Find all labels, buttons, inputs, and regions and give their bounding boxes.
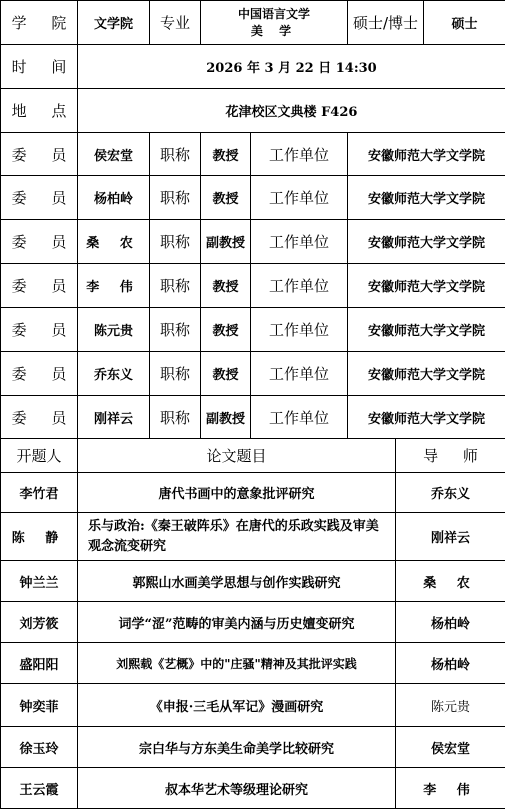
committee-row — [1, 352, 505, 396]
committee-row — [1, 133, 505, 176]
committee-name: 桑 农 — [78, 220, 150, 264]
thesis-row — [1, 473, 505, 513]
thesis-advisor: 乔东义 — [396, 473, 505, 513]
committee-unit: 安徽师范大学文学院 — [348, 220, 505, 264]
committee-row — [1, 396, 505, 439]
committee-title-label: 职称 — [150, 352, 201, 396]
committee-title: 副教授 — [201, 396, 251, 439]
committee-unit: 安徽师范大学文学院 — [348, 396, 505, 439]
place-row — [1, 89, 505, 133]
degree-label: 硕士/博士 — [348, 1, 424, 45]
committee-name: 陈元贵 — [78, 308, 150, 352]
committee-role: 委 员 — [1, 220, 78, 264]
thesis-topic: 乐与政治:《秦王破阵乐》在唐代的乐政实践及审美观念流变研究 — [78, 513, 396, 561]
thesis-advisor: 侯宏堂 — [396, 727, 505, 768]
committee-title-label: 职称 — [150, 396, 201, 439]
college-value: 文学院 — [78, 1, 150, 45]
thesis-topic: 刘熙载《艺概》中的"庄骚"精神及其批评实践 — [78, 643, 396, 684]
thesis-advisor: 桑 农 — [396, 561, 505, 602]
thesis-presenter: 刘芳筱 — [1, 602, 78, 643]
committee-role: 委 员 — [1, 308, 78, 352]
thesis-advisor: 刚祥云 — [396, 513, 505, 561]
thesis-row — [1, 643, 505, 684]
committee-role: 委 员 — [1, 264, 78, 308]
committee-work-label: 工作单位 — [251, 220, 348, 264]
committee-work-label: 工作单位 — [251, 352, 348, 396]
thesis-row — [1, 561, 505, 602]
thesis-advisor: 杨柏岭 — [396, 643, 505, 684]
committee-work-label: 工作单位 — [251, 176, 348, 220]
major-value-line2: 美 学 — [201, 23, 347, 40]
major-value — [201, 1, 348, 45]
thesis-presenter: 王云霞 — [1, 768, 78, 809]
thesis-presenter: 盛阳阳 — [1, 643, 78, 684]
thesis-row — [1, 727, 505, 768]
committee-title: 教授 — [201, 176, 251, 220]
committee-work-label: 工作单位 — [251, 264, 348, 308]
place-label: 地 点 — [1, 89, 78, 133]
committee-title-label: 职称 — [150, 176, 201, 220]
committee-title: 副教授 — [201, 220, 251, 264]
committee-role: 委 员 — [1, 176, 78, 220]
thesis-row — [1, 768, 505, 809]
thesis-row — [1, 602, 505, 643]
thesis-presenter: 钟兰兰 — [1, 561, 78, 602]
committee-title: 教授 — [201, 133, 251, 176]
committee-title-label: 职称 — [150, 133, 201, 176]
committee-title: 教授 — [201, 264, 251, 308]
thesis-row — [1, 513, 505, 561]
topic-header: 论文题目 — [78, 439, 396, 473]
committee-name: 李 伟 — [78, 264, 150, 308]
thesis-row — [1, 684, 505, 727]
place-value: 花津校区文典楼 F426 — [78, 89, 505, 133]
committee-role: 委 员 — [1, 396, 78, 439]
time-row — [1, 45, 505, 89]
committee-unit: 安徽师范大学文学院 — [348, 264, 505, 308]
committee-work-label: 工作单位 — [251, 133, 348, 176]
thesis-header-row — [1, 439, 505, 473]
committee-title-label: 职称 — [150, 264, 201, 308]
thesis-presenter: 钟奕菲 — [1, 684, 78, 727]
presenter-header: 开题人 — [1, 439, 78, 473]
committee-row — [1, 220, 505, 264]
committee-role: 委 员 — [1, 352, 78, 396]
thesis-presenter: 李竹君 — [1, 473, 78, 513]
committee-name: 乔东义 — [78, 352, 150, 396]
committee-work-label: 工作单位 — [251, 308, 348, 352]
major-value-line1: 中国语言文学 — [201, 6, 347, 23]
college-label: 学 院 — [1, 1, 78, 45]
committee-row — [1, 264, 505, 308]
thesis-advisor: 陈元贵 — [396, 684, 505, 727]
thesis-advisor: 杨柏岭 — [396, 602, 505, 643]
committee-title: 教授 — [201, 308, 251, 352]
committee-unit: 安徽师范大学文学院 — [348, 176, 505, 220]
major-label: 专业 — [150, 1, 201, 45]
thesis-presenter: 徐玉玲 — [1, 727, 78, 768]
committee-title: 教授 — [201, 352, 251, 396]
committee-name: 刚祥云 — [78, 396, 150, 439]
committee-role: 委 员 — [1, 133, 78, 176]
committee-unit: 安徽师范大学文学院 — [348, 352, 505, 396]
thesis-topic: 叔本华艺术等级理论研究 — [78, 768, 396, 809]
thesis-topic: 词学“涩”范畴的审美内涵与历史嬗变研究 — [78, 602, 396, 643]
time-value: 2026 年 3 月 22 日 14:30 — [78, 45, 505, 89]
committee-work-label: 工作单位 — [251, 396, 348, 439]
committee-unit: 安徽师范大学文学院 — [348, 133, 505, 176]
committee-title-label: 职称 — [150, 220, 201, 264]
thesis-topic: 《申报·三毛从军记》漫画研究 — [78, 684, 396, 727]
committee-unit: 安徽师范大学文学院 — [348, 308, 505, 352]
committee-row — [1, 176, 505, 220]
header-row — [1, 1, 505, 45]
thesis-topic: 唐代书画中的意象批评研究 — [78, 473, 396, 513]
time-label: 时 间 — [1, 45, 78, 89]
thesis-topic: 郭熙山水画美学思想与创作实践研究 — [78, 561, 396, 602]
degree-value: 硕士 — [424, 1, 505, 45]
committee-title-label: 职称 — [150, 308, 201, 352]
committee-row — [1, 308, 505, 352]
thesis-topic: 宗白华与方东美生命美学比较研究 — [78, 727, 396, 768]
committee-name: 杨柏岭 — [78, 176, 150, 220]
thesis-advisor: 李 伟 — [396, 768, 505, 809]
advisor-header: 导 师 — [396, 439, 505, 473]
thesis-presenter: 陈 静 — [1, 513, 78, 561]
committee-name: 侯宏堂 — [78, 133, 150, 176]
